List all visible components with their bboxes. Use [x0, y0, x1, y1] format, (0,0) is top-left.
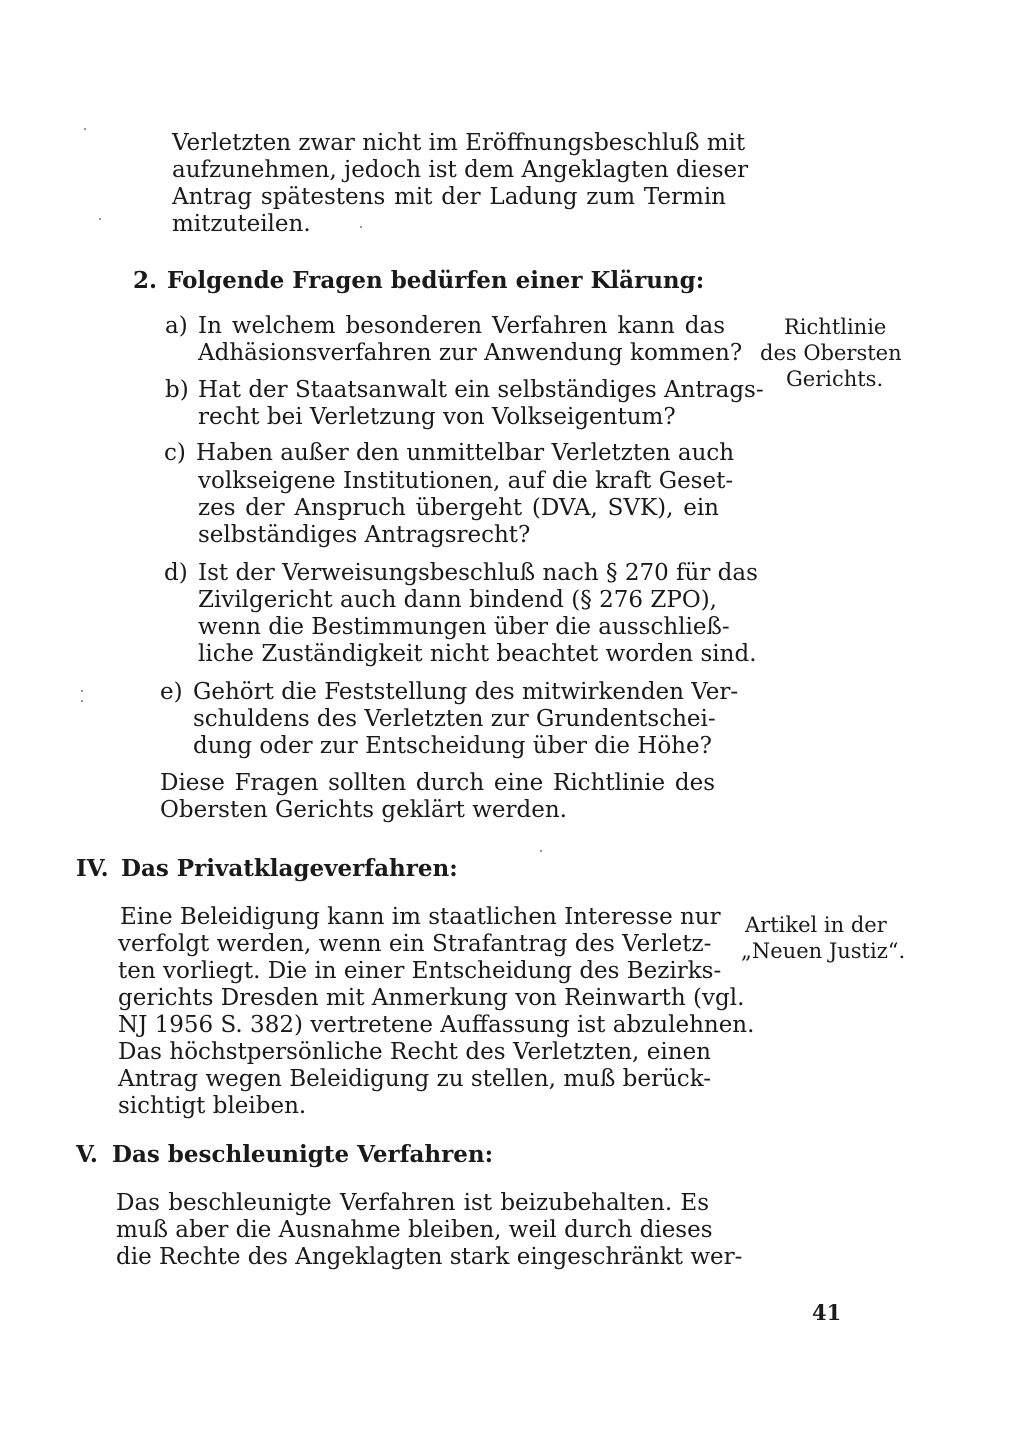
text-line: recht bei Verletzung von Volkseigentum? — [198, 404, 676, 430]
text-line: NJ 1956 S. 382) vertretene Auffassung ist abzulehnen. — [118, 1012, 755, 1038]
text-line: gerichts Dresden mit Anmerkung von Reinwarth (vgl. — [118, 985, 745, 1011]
text-line: Das höchstpersönliche Recht des Verletzten, einen — [118, 1039, 711, 1065]
margin-note-line: Artikel in der — [745, 913, 887, 937]
text-line: Obersten Gerichts geklärt werden. — [160, 797, 567, 823]
scan-speck — [84, 128, 86, 130]
section-number: IV. — [76, 855, 109, 882]
text-line: Zivilgericht auch dann bindend (§ 276 ZPO), — [198, 587, 717, 613]
text-line: Antrag wegen Beleidigung zu stellen, muß berück- — [118, 1066, 711, 1092]
text-line: Verletzten zwar nicht im Eröffnungsbeschluß mit — [172, 130, 746, 156]
scan-speck — [99, 218, 101, 220]
margin-note-line: „Neuen Justiz“. — [741, 939, 906, 963]
text-line: selbständiges Antragsrecht? — [198, 522, 531, 548]
item-label: c) — [164, 440, 186, 466]
text-line: verfolgt werden, wenn ein Strafantrag des Verletz- — [118, 931, 712, 957]
text-line: aufzunehmen, jedoch ist dem Angeklagten dieser — [172, 157, 749, 183]
text-line: Adhäsionsverfahren zur Anwendung kommen? — [198, 340, 743, 366]
item-label: a) — [165, 313, 188, 339]
section-title: Das beschleunigte Verfahren: — [112, 1141, 494, 1168]
item-label: d) — [164, 560, 188, 586]
text-line: sichtigt bleiben. — [118, 1093, 307, 1119]
section-title: Folgende Fragen bedürfen einer Klärung: — [167, 267, 705, 294]
scan-speck — [81, 690, 83, 692]
text-line: volkseigene Institutionen, auf die kraft Geset- — [198, 468, 734, 494]
text-line: zes der Anspruch übergeht (DVA, SVK), ein — [198, 495, 719, 521]
margin-note-line: des Obersten — [760, 341, 902, 365]
item-label: b) — [165, 377, 189, 403]
section-title: Das Privatklageverfahren: — [121, 855, 458, 882]
text-line: ten vorliegt. Die in einer Entscheidung des Bezirks- — [118, 958, 722, 984]
text-line: Hat der Staatsanwalt ein selbständiges Antrags- — [198, 377, 764, 403]
text-line: die Rechte des Angeklagten stark eingeschränkt wer- — [116, 1244, 743, 1270]
section-number: 2. — [133, 267, 158, 294]
text-line: Das beschleunigte Verfahren ist beizubehalten. Es — [116, 1190, 709, 1216]
scan-speck — [540, 850, 542, 852]
text-line: dung oder zur Entscheidung über die Höhe? — [193, 733, 712, 759]
text-line: muß aber die Ausnahme bleiben, weil durch dieses — [116, 1217, 713, 1243]
section-number: V. — [76, 1141, 98, 1168]
margin-note-line: Gerichts. — [786, 367, 884, 391]
text-line: Ist der Verweisungsbeschluß nach § 270 für das — [198, 560, 758, 586]
item-label: e) — [160, 679, 183, 705]
page-number: 41 — [812, 1300, 842, 1325]
text-line: Antrag spätestens mit der Ladung zum Termin — [172, 184, 726, 210]
text-line: mitzuteilen. — [172, 211, 311, 237]
text-line: Diese Fragen sollten durch eine Richtlinie des — [160, 770, 715, 796]
text-line: wenn die Bestimmungen über die ausschließ- — [198, 614, 730, 640]
text-line: liche Zuständigkeit nicht beachtet worden sind. — [198, 641, 757, 667]
text-line: Eine Beleidigung kann im staatlichen Interesse nur — [120, 904, 721, 930]
text-line: In welchem besonderen Verfahren kann das — [198, 313, 725, 339]
scan-speck — [360, 226, 362, 228]
text-line: schuldens des Verletzten zur Grundentschei- — [193, 706, 716, 732]
text-line: Haben außer den unmittelbar Verletzten auch — [196, 440, 735, 466]
text-line: Gehört die Feststellung des mitwirkenden Ver- — [193, 679, 739, 705]
margin-note-line: Richtlinie — [784, 315, 887, 339]
scan-speck — [81, 700, 83, 702]
